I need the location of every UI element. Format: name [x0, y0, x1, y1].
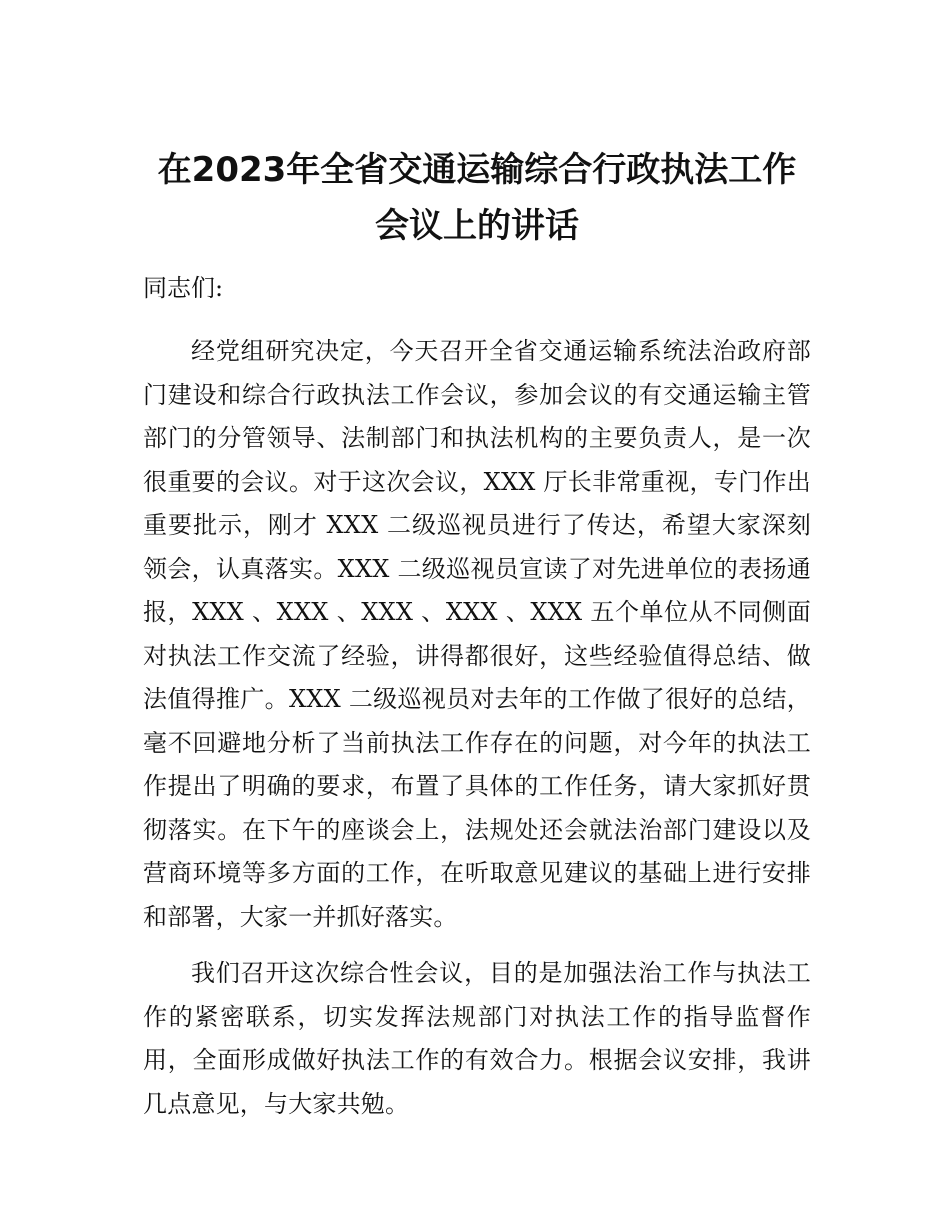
salutation: 同志们: [143, 274, 224, 302]
body-paragraph-1: 经党组研究决定，今天召开全省交通运输系统法治政府部门建设和综合行政执法工作会议，参加会议的有交通运输主管部门的分管领导、法制部门和执法机构的主要负责人，是一次很重要的会议。对于这次会议，XXX 厅长非常重视，专门作出重要批示，刚才 XXX 二级巡视员进行了传达，希望大家深刻领会，认真落实。XXX 二级巡视员宣读了对先进单位的表扬通报，XXX 、XXX 、XXX 、XXX 、XXX 五个单位从不同侧面对执法工作交流了经验，讲得都很好，这些经验值得总结、做法值得推广。XXX 二级巡视员对去年的工作做了很好的总结，毫不回避地分析了当前执法工作存在的问题，对今年的执法工作提出了明确的要求，布置了具体的工作任务，请大家抓好贯彻落实。在下午的座谈会上，法规处还会就法治部门建设以及营商环境等多方面的工作，在听取意见建议的基础上进行安排和部署，大家一并抓好落实。 [143, 337, 811, 931]
body-paragraph-2: 我们召开这次综合性会议，目的是加强法治工作与执法工作的紧密联系，切实发挥法规部门对执法工作的指导监督作用，全面形成做好执法工作的有效合力。根据会议安排，我讲几点意见，与大家共勉。 [143, 959, 811, 1118]
document-title: 在2023年全省交通运输综合行政执法工作会议上的讲话 [157, 150, 797, 246]
